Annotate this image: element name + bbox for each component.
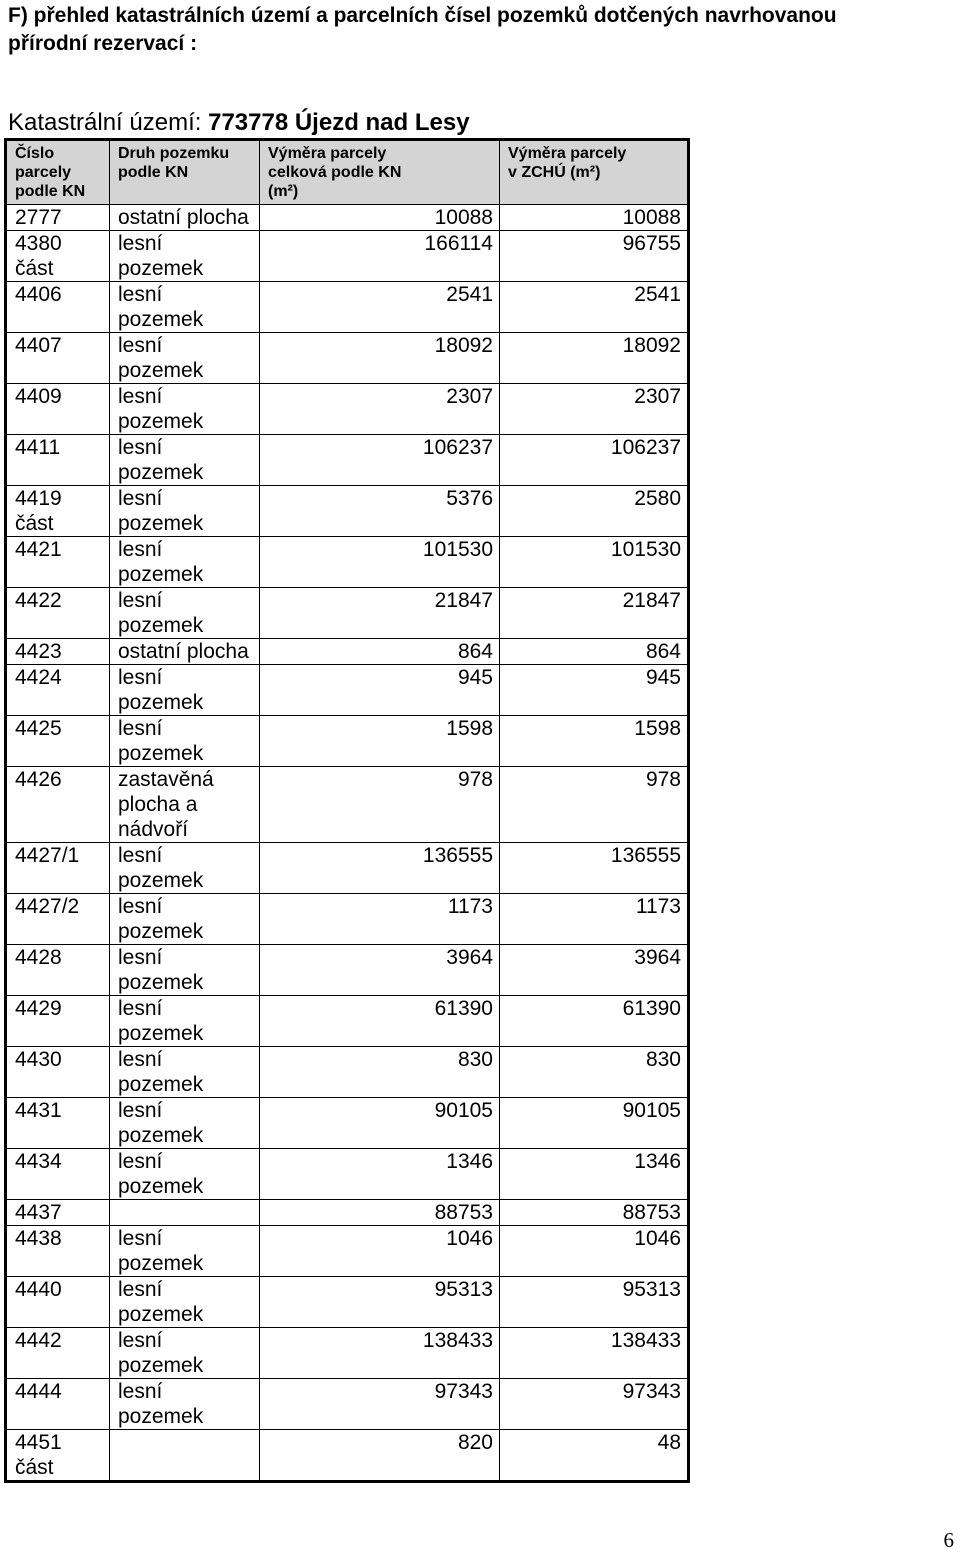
total-area: 138433 — [260, 1328, 500, 1379]
parcel-number-line: 4444 — [15, 1380, 62, 1403]
zchu-area: 48 — [500, 1430, 689, 1482]
land-kind-line: pozemek — [118, 614, 204, 637]
parcel-number-line: 4421 — [15, 538, 62, 561]
zchu-area: 3964 — [500, 945, 689, 996]
land-kind-line: pozemek — [118, 869, 204, 892]
parcel-number-line: 4442 — [15, 1329, 62, 1352]
zchu-area: 18092 — [500, 333, 689, 384]
zchu-area: 21847 — [500, 588, 689, 639]
zchu-area: 96755 — [500, 231, 689, 282]
land-kind-line: lesní — [118, 1278, 163, 1301]
total-area: 97343 — [260, 1379, 500, 1430]
land-kind — [110, 1328, 260, 1379]
header-line: v ZCHÚ (m²) — [508, 164, 601, 181]
zchu-area: 2307 — [500, 384, 689, 435]
zchu-area: 1598 — [500, 716, 689, 767]
table-row — [6, 1226, 689, 1277]
header-line: (m²) — [268, 183, 299, 200]
land-kind-line: plocha a — [118, 793, 198, 816]
zchu-area: 97343 — [500, 1379, 689, 1430]
land-kind-line: lesní — [118, 1048, 163, 1071]
header-total-area — [260, 140, 500, 205]
land-kind — [110, 843, 260, 894]
land-kind — [110, 945, 260, 996]
header-kind — [110, 140, 260, 205]
table-row — [6, 1277, 689, 1328]
parcel-number — [6, 1226, 110, 1277]
table-body — [6, 205, 689, 1482]
parcel-number — [6, 231, 110, 282]
total-area: 864 — [260, 639, 500, 665]
table-row — [6, 588, 689, 639]
land-kind-line: lesní — [118, 1380, 163, 1403]
land-kind — [110, 1047, 260, 1098]
total-area: 2307 — [260, 384, 500, 435]
parcel-table — [4, 138, 690, 1483]
parcel-number — [6, 537, 110, 588]
header-line: parcely — [15, 164, 72, 181]
parcel-number — [6, 716, 110, 767]
zchu-area: 978 — [500, 767, 689, 843]
land-kind — [110, 1379, 260, 1430]
table-row — [6, 1098, 689, 1149]
land-kind — [110, 537, 260, 588]
total-area: 2541 — [260, 282, 500, 333]
zchu-area: 1346 — [500, 1149, 689, 1200]
land-kind — [110, 384, 260, 435]
land-kind-line: lesní — [118, 844, 163, 867]
land-kind-line: pozemek — [118, 563, 204, 586]
zchu-area: 106237 — [500, 435, 689, 486]
table-row — [6, 333, 689, 384]
zchu-area: 101530 — [500, 537, 689, 588]
land-kind-line: pozemek — [118, 1252, 204, 1275]
table-row — [6, 205, 689, 231]
land-kind-line: lesní — [118, 436, 163, 459]
table-row — [6, 843, 689, 894]
total-area: 3964 — [260, 945, 500, 996]
parcel-number-line: 4424 — [15, 666, 62, 689]
table-row — [6, 1149, 689, 1200]
zchu-area: 864 — [500, 639, 689, 665]
header-line: celková podle KN — [268, 164, 402, 181]
zchu-area: 2580 — [500, 486, 689, 537]
total-area: 978 — [260, 767, 500, 843]
total-area: 10088 — [260, 205, 500, 231]
land-kind-line: lesní — [118, 334, 163, 357]
zchu-area: 90105 — [500, 1098, 689, 1149]
land-kind — [110, 716, 260, 767]
parcel-number-line: 4422 — [15, 589, 62, 612]
parcel-number-line: část — [15, 1456, 54, 1479]
land-kind — [110, 435, 260, 486]
total-area: 95313 — [260, 1277, 500, 1328]
parcel-number — [6, 996, 110, 1047]
land-kind — [110, 282, 260, 333]
land-kind-line: pozemek — [118, 691, 204, 714]
total-area: 1346 — [260, 1149, 500, 1200]
parcel-number — [6, 1277, 110, 1328]
table-row — [6, 1328, 689, 1379]
zchu-area: 830 — [500, 1047, 689, 1098]
table-row — [6, 767, 689, 843]
zchu-area: 138433 — [500, 1328, 689, 1379]
land-kind-line: lesní — [118, 589, 163, 612]
parcel-number — [6, 1328, 110, 1379]
land-kind-line: zastavěná — [118, 768, 214, 791]
land-kind — [110, 1149, 260, 1200]
land-kind-line: lesní — [118, 946, 163, 969]
document-heading — [8, 2, 938, 58]
page-number: 6 — [943, 1528, 954, 1552]
parcel-number-line: 4440 — [15, 1278, 62, 1301]
land-kind-line: lesní — [118, 895, 163, 918]
land-kind-line: lesní — [118, 997, 163, 1020]
total-area: 1173 — [260, 894, 500, 945]
land-kind — [110, 1277, 260, 1328]
parcel-number-line: 4409 — [15, 385, 62, 408]
parcel-number-line: 2777 — [15, 206, 62, 229]
land-kind-line: pozemek — [118, 1175, 204, 1198]
parcel-number — [6, 1149, 110, 1200]
parcel-number — [6, 945, 110, 996]
table-row — [6, 639, 689, 665]
total-area: 88753 — [260, 1200, 500, 1226]
table-row — [6, 1047, 689, 1098]
table-row — [6, 231, 689, 282]
parcel-number-line: 4411 — [15, 436, 61, 459]
parcel-number — [6, 639, 110, 665]
table-row — [6, 894, 689, 945]
header-line: Výměra parcely — [508, 145, 627, 162]
parcel-number-line: 4425 — [15, 717, 62, 740]
header-line: Výměra parcely — [268, 145, 387, 162]
land-kind-line: lesní — [118, 666, 163, 689]
parcel-number-line: 4406 — [15, 283, 62, 306]
cadastral-area-label: Katastrální území: — [8, 109, 209, 136]
parcel-number — [6, 1200, 110, 1226]
total-area: 1046 — [260, 1226, 500, 1277]
total-area: 136555 — [260, 843, 500, 894]
table-row — [6, 486, 689, 537]
table-row — [6, 435, 689, 486]
table-row — [6, 716, 689, 767]
land-kind-line: lesní — [118, 1099, 163, 1122]
header-line: Číslo — [15, 145, 55, 162]
total-area: 5376 — [260, 486, 500, 537]
total-area: 830 — [260, 1047, 500, 1098]
header-line: podle KN — [15, 183, 86, 200]
parcel-number — [6, 435, 110, 486]
parcel-number-line: část — [15, 512, 54, 535]
land-kind — [110, 333, 260, 384]
parcel-number — [6, 588, 110, 639]
land-kind — [110, 996, 260, 1047]
header-zchu-area — [500, 140, 689, 205]
land-kind-line: lesní — [118, 385, 163, 408]
land-kind — [110, 1098, 260, 1149]
parcel-number — [6, 894, 110, 945]
table-header-row — [6, 140, 689, 205]
total-area: 90105 — [260, 1098, 500, 1149]
parcel-number-line: 4451 — [15, 1431, 62, 1454]
table-row — [6, 996, 689, 1047]
parcel-number — [6, 486, 110, 537]
land-kind — [110, 1200, 260, 1226]
land-kind-line: pozemek — [118, 257, 204, 280]
zchu-area: 88753 — [500, 1200, 689, 1226]
parcel-number-line: 4407 — [15, 334, 62, 357]
header-line: podle KN — [118, 164, 189, 181]
table-row — [6, 1379, 689, 1430]
total-area: 945 — [260, 665, 500, 716]
land-kind-line: pozemek — [118, 1405, 204, 1428]
parcel-number — [6, 1379, 110, 1430]
land-kind — [110, 1430, 260, 1482]
land-kind-line: pozemek — [118, 1303, 204, 1326]
land-kind-line: pozemek — [118, 1124, 204, 1147]
total-area: 18092 — [260, 333, 500, 384]
total-area: 820 — [260, 1430, 500, 1482]
zchu-area: 1046 — [500, 1226, 689, 1277]
land-kind-line: pozemek — [118, 920, 204, 943]
zchu-area: 2541 — [500, 282, 689, 333]
parcel-number-line: 4429 — [15, 997, 62, 1020]
land-kind — [110, 665, 260, 716]
parcel-number — [6, 767, 110, 843]
land-kind — [110, 639, 260, 665]
parcel-number — [6, 384, 110, 435]
land-kind — [110, 231, 260, 282]
parcel-number — [6, 665, 110, 716]
zchu-area: 61390 — [500, 996, 689, 1047]
land-kind-line: pozemek — [118, 1073, 204, 1096]
total-area: 106237 — [260, 435, 500, 486]
land-kind-line: lesní — [118, 1150, 163, 1173]
zchu-area: 95313 — [500, 1277, 689, 1328]
land-kind-line: pozemek — [118, 461, 204, 484]
land-kind — [110, 1226, 260, 1277]
total-area: 61390 — [260, 996, 500, 1047]
parcel-number — [6, 282, 110, 333]
parcel-number-line: 4428 — [15, 946, 62, 969]
table-row — [6, 282, 689, 333]
table-row — [6, 384, 689, 435]
zchu-area: 1173 — [500, 894, 689, 945]
parcel-number — [6, 333, 110, 384]
heading-line-1: F) přehled katastrálních území a parcelních čísel pozemků dotčených navrhovanou — [8, 4, 837, 27]
land-kind-line: pozemek — [118, 742, 204, 765]
land-kind-line: lesní — [118, 717, 163, 740]
parcel-number-line: 4434 — [15, 1150, 62, 1173]
zchu-area: 945 — [500, 665, 689, 716]
table-row — [6, 537, 689, 588]
table-row — [6, 1200, 689, 1226]
land-kind-line: pozemek — [118, 971, 204, 994]
header-line: Druh pozemku — [118, 145, 230, 162]
header-parcel — [6, 140, 110, 205]
land-kind-line: pozemek — [118, 359, 204, 382]
land-kind — [110, 588, 260, 639]
land-kind-line: pozemek — [118, 1022, 204, 1045]
parcel-number-line: část — [15, 257, 54, 280]
total-area: 21847 — [260, 588, 500, 639]
parcel-number-line: 4430 — [15, 1048, 62, 1071]
parcel-number — [6, 1047, 110, 1098]
total-area: 101530 — [260, 537, 500, 588]
parcel-number-line: 4427/2 — [15, 895, 80, 918]
land-kind-line: lesní — [118, 283, 163, 306]
parcel-number-line: 4423 — [15, 640, 62, 663]
land-kind — [110, 894, 260, 945]
zchu-area: 136555 — [500, 843, 689, 894]
table-row — [6, 1430, 689, 1482]
zchu-area: 10088 — [500, 205, 689, 231]
land-kind-line: lesní — [118, 1227, 163, 1250]
cadastral-area — [8, 108, 470, 138]
parcel-number-line: 4437 — [15, 1201, 62, 1224]
land-kind — [110, 486, 260, 537]
land-kind-line: lesní — [118, 538, 163, 561]
heading-line-2: přírodní rezervací : — [8, 32, 198, 55]
land-kind-line: pozemek — [118, 1354, 204, 1377]
table-row — [6, 945, 689, 996]
cadastral-area-value: 773778 Újezd nad Lesy — [208, 109, 470, 136]
land-kind — [110, 205, 260, 231]
land-kind-line: nádvoří — [118, 818, 189, 841]
parcel-number-line: 4426 — [15, 768, 62, 791]
total-area: 1598 — [260, 716, 500, 767]
land-kind-line: pozemek — [118, 410, 204, 433]
parcel-number — [6, 843, 110, 894]
land-kind-line: lesní — [118, 487, 163, 510]
parcel-number — [6, 1430, 110, 1482]
parcel-number — [6, 1098, 110, 1149]
land-kind — [110, 767, 260, 843]
land-kind-line: ostatní plocha — [118, 206, 249, 229]
total-area: 166114 — [260, 231, 500, 282]
parcel-number-line: 4438 — [15, 1227, 62, 1250]
land-kind-line: ostatní plocha — [118, 640, 249, 663]
parcel-number-line: 4431 — [15, 1099, 62, 1122]
table-row — [6, 665, 689, 716]
land-kind-line: pozemek — [118, 512, 204, 535]
parcel-number — [6, 205, 110, 231]
land-kind-line: pozemek — [118, 308, 204, 331]
parcel-number-line: 4427/1 — [15, 844, 80, 867]
parcel-number-line: 4380 — [15, 232, 62, 255]
land-kind-line: lesní — [118, 1329, 163, 1352]
land-kind-line: lesní — [118, 232, 163, 255]
parcel-number-line: 4419 — [15, 487, 62, 510]
